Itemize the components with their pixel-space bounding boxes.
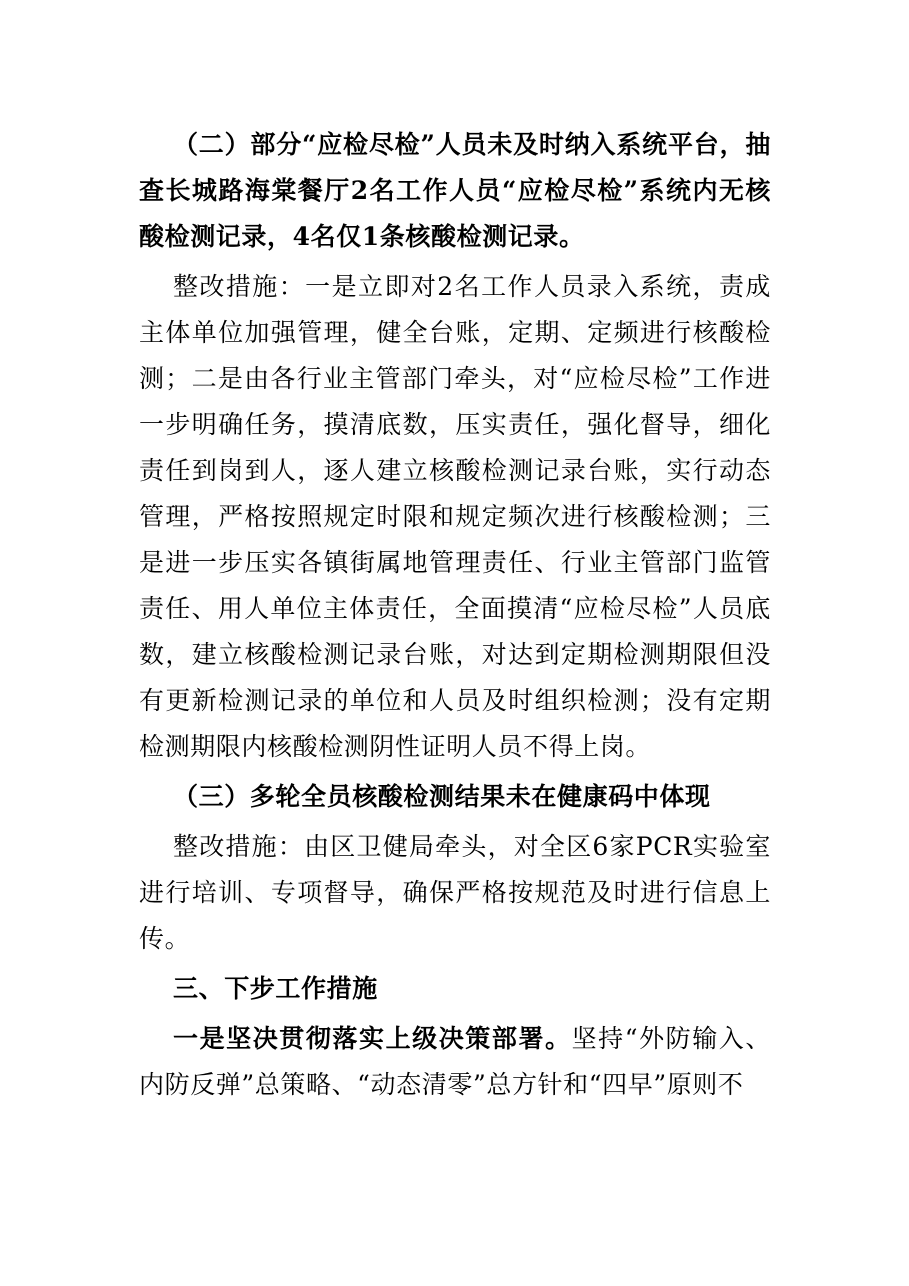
issue-3-heading: （三）多轮全员核酸检测结果未在健康码中体现 [173, 782, 711, 811]
section-3-heading: 三、下步工作措施 [173, 974, 378, 1003]
measure-1-paragraph [139, 1016, 771, 1108]
document-body [139, 122, 771, 1108]
issue-3-measures: 整改措施：由区卫健局牵头，对全区6家PCR实验室进行培训、专项督导，确保严格按规范及时进行信息上传。 [139, 832, 771, 953]
measure-1-lead: 一是坚决贯彻落实上级决策部署。 [173, 1024, 572, 1053]
issue-2-heading: （二）部分“应检尽检”人员未及时纳入系统平台，抽查长城路海棠餐厅2名工作人员“应检尽检”系统内无核酸检测记录，4名仅1条核酸检测记录。 [139, 130, 771, 251]
issue-2-measures: 整改措施：一是立即对2名工作人员录入系统，责成主体单位加强管理，健全台账，定期、定频进行核酸检测；二是由各行业主管部门牵头，对“应检尽检”工作进一步明确任务，摸清底数，压实责任，强化督导，细化责任到岗到人，逐人建立核酸检测记录台账，实行动态管理，严格按照规定时限和规定频次进行核酸检测；三是进一步压实各镇街属地管理责任、行业主管部门监管责任、用人单位主体责任，全面摸清“应检尽检”人员底数，建立核酸检测记录台账，对达到定期检测期限但没有更新检测记录的单位和人员及时组织检测；没有定期检测期限内核酸检测阴性证明人员不得上岗。 [139, 272, 771, 761]
measure-1-text: 坚持“外防输入、内防反弹”总策略、“动态清零”总方针和“四早”原则不 [139, 1024, 771, 1099]
